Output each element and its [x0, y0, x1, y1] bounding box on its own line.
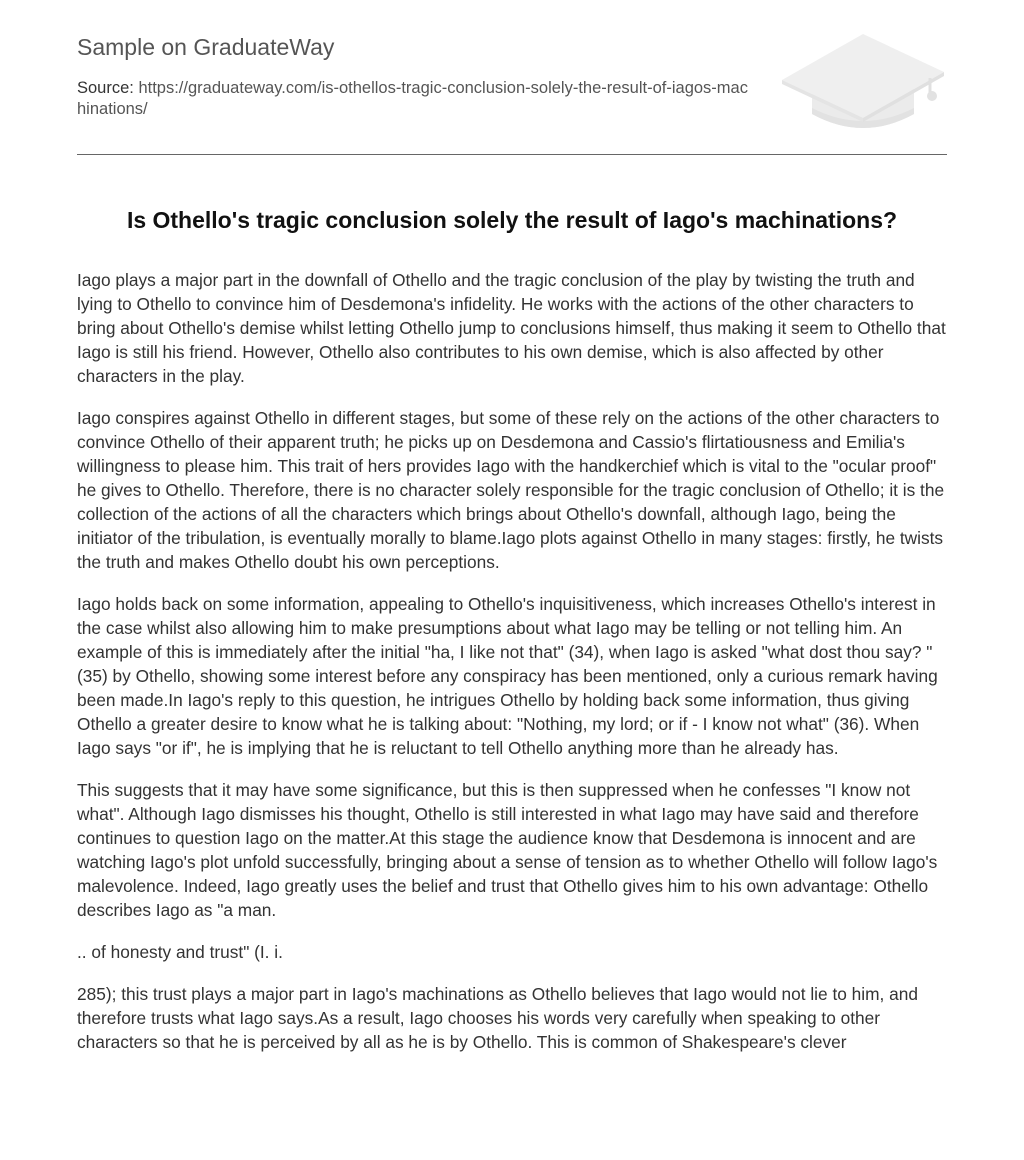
paragraph: 285); this trust plays a major part in Iago's machinations as Othello believes that Iago would not lie to him, and therefore trusts what Iago says.As a result, Iago chooses his words very carefully when speaking to other characters so that he is perceived by all as he is by Othello. This is common of Shakespeare's clever [77, 984, 918, 1052]
graduation-cap-icon [780, 30, 946, 134]
source-label: Source: [77, 79, 139, 97]
document-page [77, 0, 947, 1052]
document-title: Is Othello's tragic conclusion solely the result of Iago's machinations? [126, 207, 898, 233]
document-body [77, 268, 947, 1072]
paragraph: Iago plays a major part in the downfall of Othello and the tragic conclusion of the play by twisting the truth and lying to Othello to convince him of Desdemona's infidelity. He works with the actions of the other characters to bring about Othello's demise whilst letting Othello jump to conclusions himself, thus making it seem to Othello that Iago is still his friend. However, Othello also contributes to his own demise, which is also affected by other characters in the play. [77, 270, 946, 386]
site-title: Sample on GraduateWay [77, 34, 335, 60]
source-line [77, 78, 757, 120]
header-divider [77, 154, 947, 155]
paragraph: This suggests that it may have some significance, but this is then suppressed when he confesses "I know not what". Although Iago dismisses his thought, Othello is still interested in what Iago may have said and therefore continues to question Iago on the matter.At this stage the audience know that Desdemona is innocent and are watching Iago's plot unfold successfully, bringing about a sense of tension as to whether Othello will follow Iago's malevolence. Indeed, Iago greatly uses the belief and trust that Othello gives him to his own advantage: Othello describes Iago as "a man. [77, 780, 938, 920]
source-link[interactable]: https://graduateway.com/is-othellos-tragic-conclusion-solely-the-result-of-iagos-machinations/ [77, 79, 748, 118]
paragraph: .. of honesty and trust" (I. i. [77, 942, 283, 962]
paragraph: Iago conspires against Othello in different stages, but some of these rely on the actions of the other characters to convince Othello of their apparent truth; he picks up on Desdemona and Cassio's flirtatiousness and Emilia's willingness to please him. This trait of hers provides Iago with the handkerchief which is vital to the "ocular proof" he gives to Othello. Therefore, there is no character solely responsible for the tragic conclusion of Othello; it is the collection of the actions of all the characters which brings about Othello's downfall, although Iago, being the initiator of the tribulation, is eventually morally to blame.Iago plots against Othello in many stages: firstly, he twists the truth and makes Othello doubt his own perceptions. [77, 408, 945, 572]
paragraph: Iago holds back on some information, appealing to Othello's inquisitiveness, which increases Othello's interest in the case whilst also allowing him to make presumptions about what Iago may be telling or not telling him. An example of this is immediately after the initial "ha, I like not that" (34), when Iago is asked "what dost thou say? " (35) by Othello, showing some interest before any conspiracy has been mentioned, only a curious remark having been made.In Iago's reply to this question, he intrigues Othello by holding back some information, thus giving Othello a greater desire to know what he is talking about: "Nothing, my lord; or if - I know not what" (36). When Iago says "or if", he is implying that he is reluctant to tell Othello anything more than he already has. [77, 594, 938, 758]
page-header [77, 0, 947, 155]
